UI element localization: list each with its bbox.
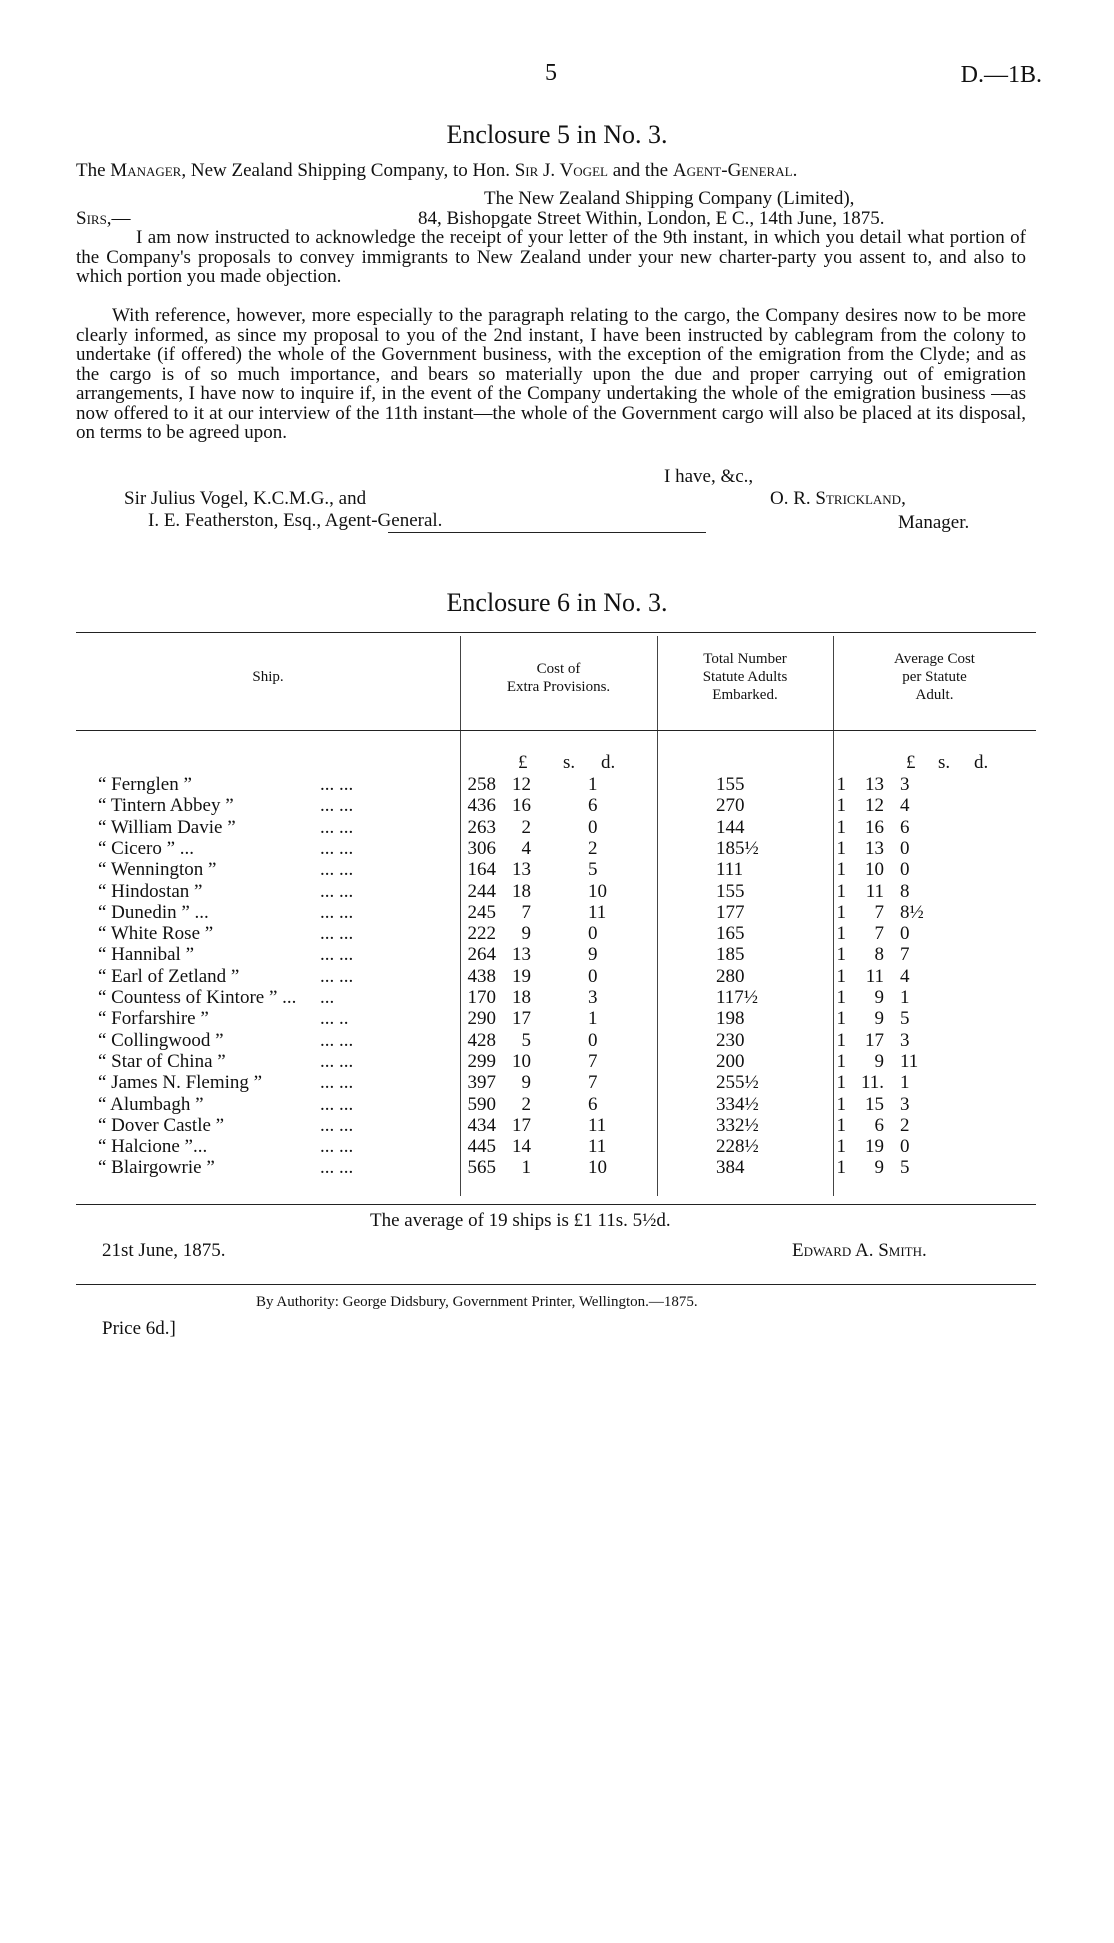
avg-shillings: 9 [874, 1050, 884, 1072]
avg-pounds: 1 [836, 774, 846, 795]
cost-pence: 7 [588, 1072, 598, 1094]
subtitle-part: The [76, 160, 111, 181]
cost-shillings: 18 [512, 987, 531, 1008]
avg-shillings: 7 [874, 923, 884, 945]
avg-shillings: 13 [865, 774, 884, 795]
cost-pounds: 258 [467, 774, 496, 795]
column-header-avg [833, 650, 1036, 704]
avg-pounds: 1 [836, 944, 846, 966]
total-adults: 144 [716, 816, 745, 838]
avg-pounds: 1 [836, 880, 846, 902]
avg-pounds: 1 [836, 1029, 846, 1051]
avg-pence: 0 [900, 923, 910, 945]
avg-pence: 11 [900, 1050, 919, 1072]
total-adults: 111 [716, 859, 744, 881]
avg-pounds: 1 [836, 1072, 846, 1094]
leader-dots: ... ... [320, 1093, 354, 1115]
column-header-ship [76, 668, 460, 686]
cost-pounds: 263 [467, 816, 496, 838]
avg-pounds: 1 [836, 795, 846, 817]
letter-address-line1: The New Zealand Shipping Company (Limited), [484, 188, 855, 209]
ship-name: “ Hannibal ” [98, 944, 195, 966]
ship-name: “ Tintern Abbey ” [98, 795, 234, 817]
avg-pounds: 1 [836, 923, 846, 945]
cost-pence: 11 [588, 1136, 607, 1158]
letter-addressee-2: I. E. Featherston, Esq., Agent-General. [148, 510, 443, 531]
ship-name: “ Wennington ” [98, 859, 217, 881]
cost-pence: 1 [588, 774, 598, 795]
total-adults: 198 [716, 1008, 745, 1030]
ship-name: “ Hindostan ” [98, 880, 203, 902]
cost-pounds: 299 [467, 1050, 496, 1072]
leader-dots: ... ... [320, 1157, 354, 1179]
cost-shillings: 16 [512, 795, 531, 817]
avg-pence: 5 [900, 1157, 910, 1179]
avg-pence: 0 [900, 859, 910, 881]
total-adults: 177 [716, 901, 745, 923]
pound-sign: £ [518, 752, 528, 773]
avg-shillings: 8 [874, 944, 884, 966]
avg-pounds: 1 [836, 859, 846, 881]
cost-pounds: 428 [467, 1029, 496, 1051]
avg-pounds: 1 [836, 987, 846, 1008]
total-adults: 185 [716, 944, 745, 966]
avg-pence: 7 [900, 944, 910, 966]
table-row [76, 944, 1036, 965]
avg-pence: 8½ [900, 901, 924, 923]
avg-shillings: 11 [865, 965, 884, 987]
cost-pence: 10 [588, 1157, 607, 1179]
avg-pence: 0 [900, 837, 910, 859]
avg-pence: 3 [900, 774, 910, 795]
avg-pounds: 1 [836, 837, 846, 859]
enclosure-5-subtitle [76, 160, 797, 182]
pence-label: d. [601, 752, 616, 773]
avg-pence: 2 [900, 1114, 910, 1136]
header-line: Average Cost [894, 651, 975, 667]
ship-name: “ Forfarshire ” [98, 1008, 209, 1030]
cost-shillings: 7 [521, 901, 531, 923]
cost-pence: 11 [588, 901, 607, 923]
avg-pence: 3 [900, 1093, 910, 1115]
total-adults: 117½ [716, 987, 759, 1008]
column-header-cost [460, 660, 657, 696]
cost-pence: 10 [588, 880, 607, 902]
leader-dots: ... ... [320, 923, 354, 945]
avg-shillings: 6 [874, 1114, 884, 1136]
document-code: D.—1B. [960, 62, 1042, 88]
cost-shillings: 17 [512, 1114, 531, 1136]
letter-paragraph-2: With reference, however, more especially to the paragraph relating to the cargo, the Company desires now to be more clearly informed, as since my proposal to you of the 2nd instant, I have been instructed by cablegram from the colony to undertake (if offered) the whole of the Government business, with the exception of the emigration from the Clyde; and as the cargo is of so much importance, and bears so materially upon the due and proper carrying out of emigration arrangements, I have now to inquire if, in the event of the Company undertaking the whole of the emigration business —as now offered to it at our interview of the 11th instant—the whole of the Government cargo will also be placed at its disposal, on terms to be agreed upon. [76, 305, 1026, 443]
leader-dots: ... ... [320, 816, 354, 838]
table-row [76, 902, 1036, 923]
cost-pounds: 170 [467, 987, 496, 1008]
avg-pounds: 1 [836, 1114, 846, 1136]
letter-salutation: Sirs,— [76, 208, 131, 229]
leader-dots: ... ... [320, 795, 354, 817]
cost-pence: 9 [588, 944, 598, 966]
header-line: Extra Provisions. [506, 679, 611, 695]
letter-address-line2: 84, Bishopgate Street Within, London, E C., 14th June, 1875. [418, 208, 885, 229]
leader-dots: ... .. [320, 1008, 349, 1030]
letter-paragraph-1: I am now instructed to acknowledge the receipt of your letter of the 9th instant, in which you detail what portion of the Company's proposals to convey immigrants to New Zealand under your new charter-party you assent to, and also to which portion you made objection. [76, 227, 1026, 287]
table-row [76, 795, 1036, 816]
enclosure-6-title: Enclosure 6 in No. 3. [446, 588, 668, 617]
table-bottom-rule [76, 1204, 1036, 1205]
ship-name: “ White Rose ” [98, 923, 214, 945]
avg-shillings: 10 [865, 859, 884, 881]
subtitle-part: , New Zealand Shipping Company, to Hon. [181, 160, 515, 181]
cost-pence: 7 [588, 1050, 598, 1072]
table-row [76, 923, 1036, 944]
cost-shillings: 2 [521, 816, 531, 838]
cost-pence: 3 [588, 987, 598, 1008]
cost-shillings: 18 [512, 880, 531, 902]
ship-name: “ Earl of Zetland ” [98, 965, 240, 987]
leader-dots: ... ... [320, 859, 354, 881]
table-row [76, 1008, 1036, 1029]
section-divider [388, 532, 706, 533]
total-adults: 280 [716, 965, 745, 987]
avg-shillings: 7 [874, 901, 884, 923]
leader-dots: ... ... [320, 880, 354, 902]
subtitle-part: Sir J. Vogel [514, 160, 608, 181]
header-line: Embarked. [712, 687, 778, 703]
cost-pounds: 306 [467, 837, 496, 859]
leader-dots: ... ... [320, 901, 354, 923]
ship-name: “ Alumbagh ” [98, 1093, 204, 1115]
cost-pounds: 434 [467, 1114, 496, 1136]
cost-pounds: 264 [467, 944, 496, 966]
cost-pounds: 245 [467, 901, 496, 923]
avg-shillings: 9 [874, 1008, 884, 1030]
total-adults: 200 [716, 1050, 745, 1072]
cost-shillings: 2 [521, 1093, 531, 1115]
avg-pounds: 1 [836, 1093, 846, 1115]
table-row [76, 1094, 1036, 1115]
cost-shillings: 17 [512, 1008, 531, 1030]
pence-label: d. [974, 752, 989, 773]
header-line: Adult. [915, 687, 954, 703]
cost-pence: 5 [588, 859, 598, 881]
subtitle-part: Manager [110, 160, 182, 181]
table-row [76, 1115, 1036, 1136]
total-adults: 155 [716, 880, 745, 902]
total-adults: 165 [716, 923, 745, 945]
leader-dots: ... ... [320, 1114, 354, 1136]
table-row [76, 987, 1036, 1008]
avg-pounds: 1 [836, 965, 846, 987]
subtitle-part: Agent-General [672, 160, 793, 181]
avg-pounds: 1 [836, 1157, 846, 1179]
ship-name: “ Star of China ” [98, 1050, 226, 1072]
leader-dots: ... ... [320, 1050, 354, 1072]
leader-dots: ... ... [320, 944, 354, 966]
cost-pence: 0 [588, 965, 598, 987]
table-date: 21st June, 1875. [102, 1240, 226, 1261]
table-row [76, 774, 1036, 795]
header-line: Cost of [536, 661, 581, 677]
pound-sign: £ [906, 752, 916, 773]
cost-shillings: 14 [512, 1136, 531, 1158]
leader-dots: ... ... [320, 1136, 354, 1158]
avg-shillings: 17 [865, 1029, 884, 1051]
shillings-label: s. [938, 752, 951, 773]
total-adults: 332½ [716, 1114, 759, 1136]
table-row [76, 1136, 1036, 1157]
cost-pounds: 565 [467, 1157, 496, 1179]
table-row [76, 1072, 1036, 1093]
letter-addressee-1: Sir Julius Vogel, K.C.M.G., and [124, 488, 367, 509]
cost-pounds: 164 [467, 859, 496, 881]
avg-pounds: 1 [836, 1050, 846, 1072]
avg-shillings: 11. [860, 1072, 884, 1094]
cost-pounds: 590 [467, 1093, 496, 1115]
header-line: Total Number [703, 651, 787, 667]
cost-pence: 6 [588, 795, 598, 817]
table-signer: Edward A. Smith. [792, 1240, 927, 1261]
cost-shillings: 13 [512, 944, 531, 966]
cost-shillings: 13 [512, 859, 531, 881]
cost-pence: 2 [588, 837, 598, 859]
cost-pence: 1 [588, 1008, 598, 1030]
total-adults: 334½ [716, 1093, 759, 1115]
avg-pence: 5 [900, 1008, 910, 1030]
avg-pence: 1 [900, 1072, 910, 1094]
table-row [76, 859, 1036, 880]
avg-pounds: 1 [836, 901, 846, 923]
ship-name: “ William Davie ” [98, 816, 236, 838]
total-adults: 270 [716, 795, 745, 817]
ship-name: “ Cicero ” ... [98, 837, 195, 859]
cost-pence: 0 [588, 816, 598, 838]
total-adults: 228½ [716, 1136, 759, 1158]
shillings-label: s. [563, 752, 576, 773]
ship-name: “ James N. Fleming ” [98, 1072, 263, 1094]
leader-dots: ... ... [320, 837, 354, 859]
subtitle-part: and the [607, 160, 673, 181]
table-row [76, 1030, 1036, 1051]
avg-pence: 8 [900, 880, 910, 902]
avg-shillings: 9 [874, 987, 884, 1008]
ship-name: “ Blairgowrie ” [98, 1157, 215, 1179]
cost-pence: 11 [588, 1114, 607, 1136]
cost-pence: 6 [588, 1093, 598, 1115]
avg-pounds: 1 [836, 1136, 846, 1158]
table-row [76, 1157, 1036, 1178]
cost-shillings: 5 [521, 1029, 531, 1051]
total-adults: 155 [716, 774, 745, 795]
avg-pence: 4 [900, 795, 910, 817]
cost-shillings: 10 [512, 1050, 531, 1072]
letter-signer-name: O. R. Strickland, [770, 488, 906, 509]
avg-pounds: 1 [836, 1008, 846, 1030]
leader-dots: ... ... [320, 1072, 354, 1094]
cost-shillings: 1 [521, 1157, 531, 1179]
cost-pounds: 244 [467, 880, 496, 902]
cost-shillings: 19 [512, 965, 531, 987]
cost-pence: 0 [588, 923, 598, 945]
cost-pounds: 222 [467, 923, 496, 945]
currency-header-row [76, 752, 1036, 773]
subtitle-part: . [792, 160, 798, 181]
letter-closing: I have, &c., [664, 466, 754, 487]
header-line: Ship. [252, 669, 284, 685]
header-line: Statute Adults [702, 669, 788, 685]
cost-pounds: 397 [467, 1072, 496, 1094]
avg-pence: 0 [900, 1136, 910, 1158]
ship-name: “ Halcione ”... [98, 1136, 208, 1158]
table-header-rule [76, 730, 1036, 731]
enclosure-5-title: Enclosure 5 in No. 3. [446, 120, 668, 149]
table-summary: The average of 19 ships is £1 11s. 5½d. [370, 1210, 671, 1231]
avg-pence: 3 [900, 1029, 910, 1051]
price-label: Price 6d.] [102, 1318, 176, 1339]
table-row [76, 1051, 1036, 1072]
cost-pounds: 445 [467, 1136, 496, 1158]
table-row [76, 881, 1036, 902]
leader-dots: ... ... [320, 774, 354, 795]
avg-shillings: 16 [865, 816, 884, 838]
page-number: 5 [545, 60, 557, 86]
cost-shillings: 9 [521, 923, 531, 945]
avg-shillings: 13 [865, 837, 884, 859]
avg-pounds: 1 [836, 816, 846, 838]
avg-pence: 4 [900, 965, 910, 987]
avg-shillings: 19 [865, 1136, 884, 1158]
avg-pence: 1 [900, 987, 910, 1008]
letter-signer-title: Manager. [898, 512, 970, 533]
header-line: per Statute [902, 669, 967, 685]
cost-shillings: 4 [521, 837, 531, 859]
leader-dots: ... ... [320, 965, 354, 987]
avg-shillings: 11 [865, 880, 884, 902]
total-adults: 255½ [716, 1072, 759, 1094]
cost-pounds: 290 [467, 1008, 496, 1030]
avg-shillings: 12 [865, 795, 884, 817]
ship-name: “ Collingwood ” [98, 1029, 224, 1051]
printer-authority: By Authority: George Didsbury, Government Printer, Wellington.—1875. [256, 1294, 698, 1310]
leader-dots: ... [320, 987, 335, 1008]
cost-shillings: 12 [512, 774, 531, 795]
avg-shillings: 9 [874, 1157, 884, 1179]
cost-pounds: 436 [467, 795, 496, 817]
total-adults: 384 [716, 1157, 745, 1179]
total-adults: 230 [716, 1029, 745, 1051]
total-adults: 185½ [716, 837, 759, 859]
avg-shillings: 15 [865, 1093, 884, 1115]
footer-rule [76, 1284, 1036, 1285]
column-header-total [657, 650, 833, 704]
ship-name: “ Dunedin ” ... [98, 901, 209, 923]
table-row [76, 966, 1036, 987]
table-row [76, 838, 1036, 859]
ship-name: “ Fernglen ” [98, 774, 192, 795]
ship-name: “ Countess of Kintore ” ... [98, 987, 297, 1008]
ship-name: “ Dover Castle ” [98, 1114, 225, 1136]
leader-dots: ... ... [320, 1029, 354, 1051]
cost-pounds: 438 [467, 965, 496, 987]
table-top-rule [76, 632, 1036, 633]
avg-pence: 6 [900, 816, 910, 838]
cost-pence: 0 [588, 1029, 598, 1051]
cost-shillings: 9 [521, 1072, 531, 1094]
table-row [76, 817, 1036, 838]
